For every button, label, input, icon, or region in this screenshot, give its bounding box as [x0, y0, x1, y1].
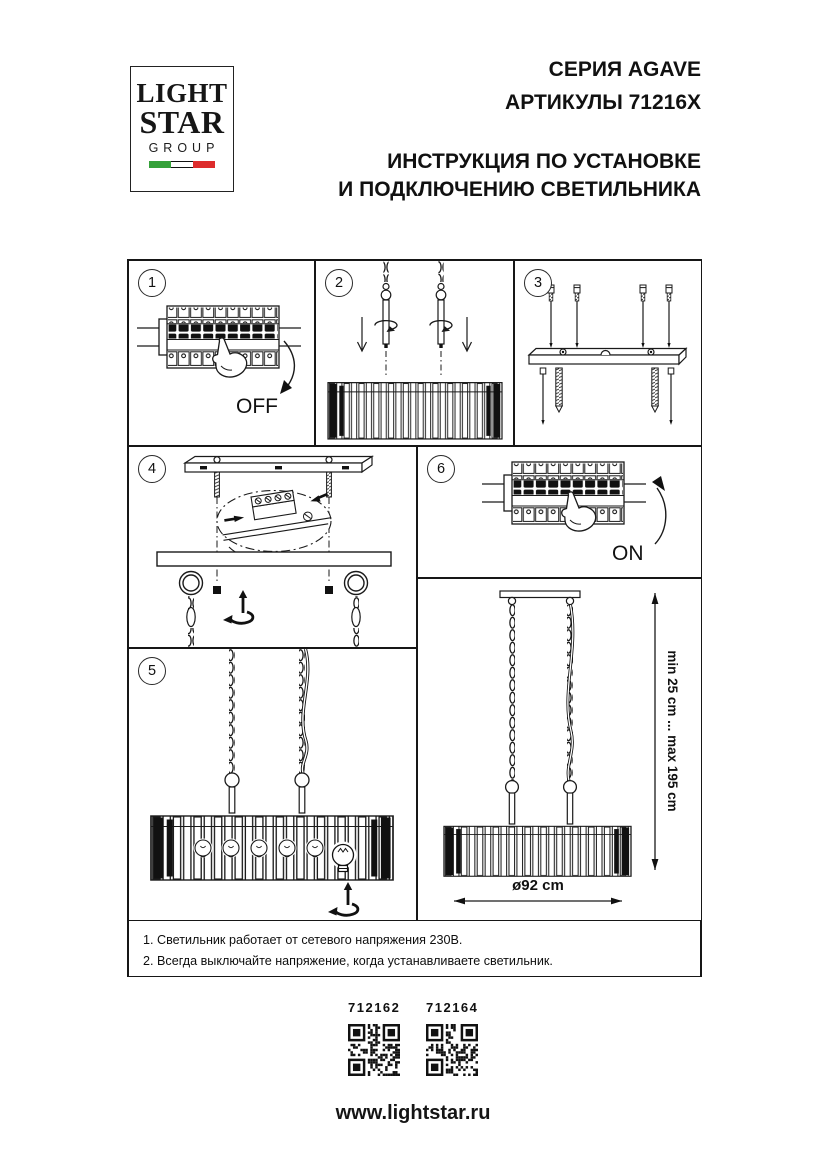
- panel-dimensions: [417, 578, 702, 922]
- threaded-rod: [215, 472, 220, 497]
- screw-icon: [548, 285, 554, 348]
- hanging-rings: [180, 572, 368, 595]
- height-dimension: [652, 593, 680, 870]
- italian-flag-bar: [149, 161, 215, 168]
- panel-number: 4: [138, 455, 166, 483]
- screw-icon: [640, 285, 646, 348]
- chandelier-drum: [328, 383, 502, 439]
- website-url: www.lightstar.ru: [335, 1102, 491, 1124]
- qr-column-712162: [348, 1000, 400, 1076]
- ceiling-plate: [185, 457, 372, 473]
- mounting-bar: [529, 349, 686, 365]
- screw-icon: [540, 368, 546, 425]
- logo-word-light: LIGHT: [136, 78, 228, 108]
- panel-number: 6: [427, 455, 455, 483]
- down-arrow-icon: [358, 317, 367, 351]
- panel-number: 2: [325, 269, 353, 297]
- down-arrow-icon: [463, 317, 472, 351]
- rotate-symbol-icon: [223, 590, 253, 624]
- article-number: 712164: [426, 1000, 479, 1015]
- chandelier-assembly-drawing: [129, 649, 416, 921]
- diameter-dimension: [454, 877, 622, 904]
- panel-number: 1: [138, 269, 166, 297]
- diameter-dimension-label: ø92 cm: [512, 877, 564, 894]
- off-label: OFF: [236, 395, 278, 418]
- qr-code: [348, 1024, 400, 1076]
- lightstar-logo: [130, 66, 234, 192]
- notes-panel: [128, 920, 701, 977]
- note-line-1: 1. Светильник работает от сетевого напряжения 230В.: [143, 933, 463, 947]
- left-chain: [509, 605, 515, 781]
- instruction-title-line2: И ПОДКЛЮЧЕНИЮ СВЕТИЛЬНИКА: [338, 178, 701, 201]
- articles-title: АРТИКУЛЫ 71216X: [505, 91, 701, 114]
- panel-5-install-bulbs: [128, 648, 417, 922]
- logo-word-star: STAR: [139, 104, 225, 140]
- qr-code: [426, 1024, 478, 1076]
- article-qr-codes: [348, 1000, 478, 1076]
- panel-4-wiring: [128, 446, 417, 648]
- rotate-symbol-icon: [328, 882, 358, 916]
- screw-icon: [574, 285, 580, 348]
- switch-up-arrow: [655, 488, 666, 544]
- on-label: ON: [612, 542, 644, 565]
- panel-2-attach-rods: [315, 260, 514, 446]
- support-bar: [157, 552, 391, 566]
- panel-6-power-on: [417, 446, 702, 578]
- ceiling-plate: [500, 591, 580, 598]
- switch-down-arrow: [284, 341, 294, 388]
- logo-word-group: GROUP: [148, 141, 220, 155]
- wall-anchor-icon: [652, 368, 658, 412]
- screw-icon: [666, 285, 672, 348]
- circuit-breaker-on-drawing: [418, 447, 701, 577]
- qr-column-712164: [426, 1000, 478, 1076]
- chandelier-drum: [151, 816, 393, 880]
- wall-anchor-icon: [556, 368, 562, 412]
- series-title: СЕРИЯ AGAVE: [548, 58, 701, 81]
- wiring-drawing: [129, 447, 416, 647]
- chain-links: [187, 596, 360, 647]
- left-hanger-rod: [375, 261, 397, 377]
- document-header: [231, 58, 701, 204]
- panel-number: 3: [524, 269, 552, 297]
- screw-icon: [668, 368, 674, 425]
- fixture-dimensions-drawing: [418, 579, 701, 921]
- note-line-2: 2. Всегда выключайте напряжение, когда устанавливаете светильник.: [143, 954, 553, 968]
- panel-number: 5: [138, 657, 166, 685]
- left-chain: [229, 649, 235, 773]
- right-hanger-rod: [430, 261, 452, 377]
- instruction-title-line1: ИНСТРУКЦИЯ ПО УСТАНОВКЕ: [387, 150, 701, 173]
- threaded-rod: [327, 472, 332, 497]
- panel-3-mounting-bar: [514, 260, 702, 446]
- article-number: 712162: [348, 1000, 401, 1015]
- panel-1-power-off: [128, 260, 315, 446]
- chandelier-drum: [444, 826, 631, 876]
- height-dimension-label: min 25 cm ... max 195 cm: [665, 650, 680, 812]
